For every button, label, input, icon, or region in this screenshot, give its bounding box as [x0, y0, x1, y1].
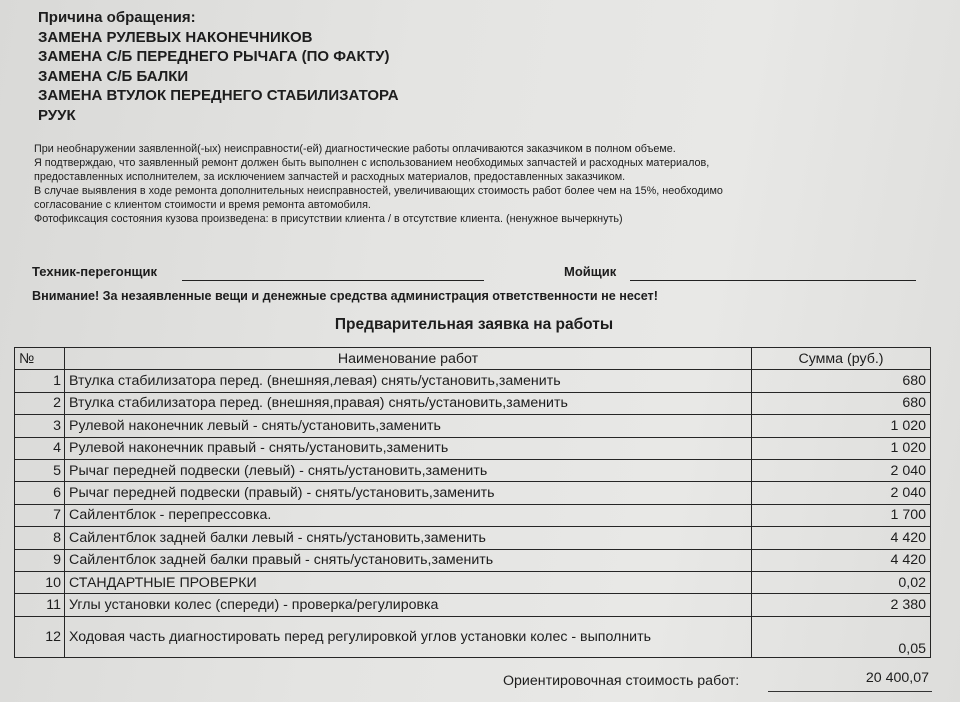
row-sum: 1 020: [752, 415, 931, 437]
row-num: 9: [15, 549, 65, 571]
row-name: Рычаг передней подвески (правый) - снять/установить,заменить: [65, 482, 752, 504]
row-sum: 0,02: [752, 571, 931, 593]
row-name: Втулка стабилизатора перед. (внешняя,левая) снять/установить,заменить: [65, 370, 752, 392]
row-sum: 1 020: [752, 437, 931, 459]
total-row: [500, 670, 932, 692]
table-row: [15, 459, 931, 481]
row-sum: 680: [752, 370, 931, 392]
table-row: [15, 549, 931, 571]
reason-line: РУУК: [38, 106, 76, 124]
row-sum: 680: [752, 392, 931, 414]
row-name: Сайлентблок - перепрессовка.: [65, 504, 752, 526]
table-row: [15, 571, 931, 593]
row-num: 3: [15, 415, 65, 437]
row-sum: 1 700: [752, 504, 931, 526]
note-line: согласование с клиентом стоимости и время ремонта автомобиля.: [34, 199, 371, 211]
row-num: 10: [15, 571, 65, 593]
row-name: Сайлентблок задней балки левый - снять/установить,заменить: [65, 527, 752, 549]
works-table: [14, 347, 931, 658]
reason-line: ЗАМЕНА С/Б БАЛКИ: [38, 67, 189, 85]
table-row: [15, 437, 931, 459]
table-row: [15, 504, 931, 526]
note-line: предоставленных исполнителем, за исключением запчастей и расходных материалов, предоставленных заказчиком.: [34, 171, 626, 183]
note-line: В случае выявления в ходе ремонта дополнительных неисправностей, увеличивающих стоимость работ более чем на 15%, необходимо: [34, 185, 723, 197]
row-sum: 0,05: [752, 616, 931, 657]
table-title: Предварительная заявка на работы: [334, 316, 614, 333]
header-sum: Сумма (руб.): [752, 348, 931, 370]
technician-label: Техник-перегонщик: [32, 264, 158, 279]
signature-row: [32, 262, 922, 284]
reason-section: [38, 8, 399, 125]
row-sum: 4 420: [752, 549, 931, 571]
total-underline: [768, 691, 932, 692]
technician-signature-line: [182, 280, 484, 281]
note-line: При необнаружении заявленной(-ых) неисправности(-ей) диагностические работы оплачиваются заказчиком в полном объеме.: [34, 143, 676, 155]
washer-label: Мойщик: [564, 264, 617, 279]
row-num: 11: [15, 594, 65, 616]
table-row: [15, 616, 931, 657]
row-name: СТАНДАРТНЫЕ ПРОВЕРКИ: [65, 571, 752, 593]
row-sum: 2 040: [752, 482, 931, 504]
reason-line: ЗАМЕНА РУЛЕВЫХ НАКОНЕЧНИКОВ: [38, 28, 313, 46]
row-name: Рулевой наконечник левый - снять/установить,заменить: [65, 415, 752, 437]
table-row: [15, 594, 931, 616]
header-num: №: [15, 348, 65, 370]
reason-title: Причина обращения:: [38, 9, 196, 26]
row-sum: 2 380: [752, 594, 931, 616]
total-value: 20 400,07: [865, 670, 929, 686]
table-row: [15, 482, 931, 504]
row-num: 1: [15, 370, 65, 392]
terms-notes: [34, 142, 914, 226]
table-header-row: [15, 348, 931, 370]
washer-signature-line: [630, 280, 916, 281]
row-name: Ходовая часть диагностировать перед регулировкой углов установки колес - выполнить: [65, 616, 752, 657]
header-name: Наименование работ: [65, 348, 752, 370]
row-sum: 4 420: [752, 527, 931, 549]
row-name: Углы установки колес (спереди) - проверка/регулировка: [65, 594, 752, 616]
row-sum: 2 040: [752, 459, 931, 481]
liability-warning: Внимание! За незаявленные вещи и денежные средства администрация ответственности не несет!: [32, 289, 658, 303]
reason-line: ЗАМЕНА С/Б ПЕРЕДНЕГО РЫЧАГА (ПО ФАКТУ): [38, 48, 390, 65]
reason-line: ЗАМЕНА ВТУЛОК ПЕРЕДНЕГО СТАБИЛИЗАТОРА: [38, 87, 399, 104]
row-num: 6: [15, 482, 65, 504]
row-name: Рулевой наконечник правый - снять/установить,заменить: [65, 437, 752, 459]
row-name: Втулка стабилизатора перед. (внешняя,правая) снять/установить,заменить: [65, 392, 752, 414]
row-num: 12: [15, 616, 65, 657]
row-num: 7: [15, 504, 65, 526]
table-row: [15, 370, 931, 392]
note-line: Фотофиксация состояния кузова произведена: в присутствии клиента / в отсутствие клиента. (ненужное вычеркнуть): [34, 213, 623, 225]
table-row: [15, 527, 931, 549]
table-row: [15, 415, 931, 437]
note-line: Я подтверждаю, что заявленный ремонт должен быть выполнен с использованием необходимых запчастей и расходных материалов,: [34, 157, 710, 169]
row-name: Рычаг передней подвески (левый) - снять/установить,заменить: [65, 459, 752, 481]
total-label: Ориентировочная стоимость работ:: [503, 673, 740, 689]
row-num: 2: [15, 392, 65, 414]
row-name: Сайлентблок задней балки правый - снять/установить,заменить: [65, 549, 752, 571]
row-num: 4: [15, 437, 65, 459]
table-row: [15, 392, 931, 414]
row-num: 8: [15, 527, 65, 549]
row-num: 5: [15, 459, 65, 481]
